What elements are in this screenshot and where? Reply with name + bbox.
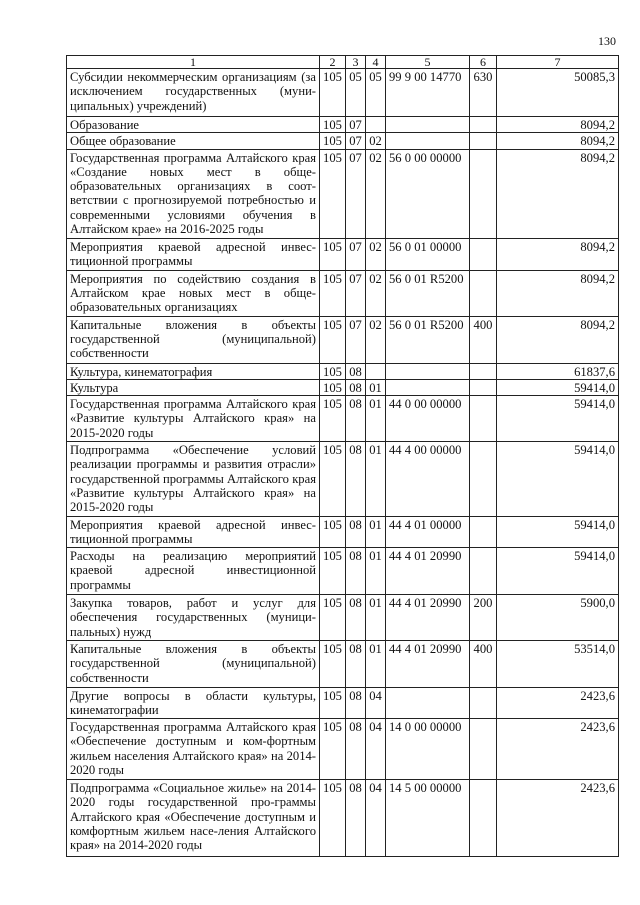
- budget-table: [66, 55, 619, 857]
- subsection-code-cell: 01: [366, 396, 386, 442]
- row-name-cell: Государственная программа Алтайского края «Развитие культуры Алтайского края» на 2015-2020 годы: [67, 396, 320, 442]
- subsection-code-cell: 05: [366, 69, 386, 117]
- table-row: [67, 595, 619, 641]
- row-name-cell: Мероприятия по содействию создания в Алтайском крае новых мест в обще-образовательных организациях: [67, 270, 320, 316]
- amount-cell: 8094,2: [497, 117, 619, 133]
- section-code-cell: 08: [346, 641, 366, 688]
- section-code-cell: 05: [346, 69, 366, 117]
- ministry-code-cell: 105: [320, 595, 346, 641]
- target-article-cell: [386, 117, 470, 133]
- header-cell: 6: [470, 56, 497, 69]
- table-header-row: [67, 56, 619, 69]
- table-row: [67, 379, 619, 395]
- row-name-cell: Капитальные вложения в объекты государственной (муниципальной) собственности: [67, 316, 320, 363]
- table-row: [67, 316, 619, 363]
- expense-type-cell: [470, 133, 497, 149]
- subsection-code-cell: 01: [366, 548, 386, 595]
- target-article-cell: 44 0 00 00000: [386, 396, 470, 442]
- expense-type-cell: 400: [470, 641, 497, 688]
- expense-type-cell: [470, 517, 497, 548]
- page-number: 130: [598, 34, 616, 48]
- target-article-cell: [386, 363, 470, 379]
- expense-type-cell: [470, 719, 497, 780]
- target-article-cell: 56 0 01 R5200: [386, 316, 470, 363]
- section-code-cell: 07: [346, 270, 366, 316]
- target-article-cell: 14 5 00 00000: [386, 780, 470, 857]
- header-cell: 5: [386, 56, 470, 69]
- subsection-code-cell: 02: [366, 238, 386, 270]
- section-code-cell: 08: [346, 548, 366, 595]
- expense-type-cell: [470, 363, 497, 379]
- expense-type-cell: [470, 548, 497, 595]
- row-name-cell: Капитальные вложения в объекты государственной (муниципальной) собственности: [67, 641, 320, 688]
- target-article-cell: 44 4 01 20990: [386, 595, 470, 641]
- amount-cell: 8094,2: [497, 149, 619, 238]
- header-cell: 7: [497, 56, 619, 69]
- amount-cell: 50085,3: [497, 69, 619, 117]
- subsection-code-cell: 02: [366, 149, 386, 238]
- subsection-code-cell: [366, 117, 386, 133]
- ministry-code-cell: 105: [320, 780, 346, 857]
- row-name-cell: Культура, кинематография: [67, 363, 320, 379]
- subsection-code-cell: 01: [366, 641, 386, 688]
- amount-cell: 59414,0: [497, 517, 619, 548]
- table-row: [67, 270, 619, 316]
- row-name-cell: Субсидии некоммерческим организациям (за исключением государственных (муни-ципальных) учреждений): [67, 69, 320, 117]
- row-name-cell: Расходы на реализацию мероприятий краевой адресной инвестиционной программы: [67, 548, 320, 595]
- ministry-code-cell: 105: [320, 117, 346, 133]
- subsection-code-cell: 01: [366, 517, 386, 548]
- amount-cell: 59414,0: [497, 442, 619, 517]
- ministry-code-cell: 105: [320, 363, 346, 379]
- amount-cell: 8094,2: [497, 316, 619, 363]
- expense-type-cell: [470, 238, 497, 270]
- target-article-cell: 56 0 01 00000: [386, 238, 470, 270]
- table-row: [67, 517, 619, 548]
- section-code-cell: 08: [346, 396, 366, 442]
- subsection-code-cell: 01: [366, 595, 386, 641]
- ministry-code-cell: 105: [320, 442, 346, 517]
- row-name-cell: Мероприятия краевой адресной инвес-тиционной программы: [67, 517, 320, 548]
- amount-cell: 59414,0: [497, 379, 619, 395]
- expense-type-cell: [470, 117, 497, 133]
- ministry-code-cell: 105: [320, 316, 346, 363]
- section-code-cell: 08: [346, 517, 366, 548]
- ministry-code-cell: 105: [320, 133, 346, 149]
- amount-cell: 53514,0: [497, 641, 619, 688]
- section-code-cell: 07: [346, 133, 366, 149]
- amount-cell: 2423,6: [497, 688, 619, 719]
- amount-cell: 8094,2: [497, 133, 619, 149]
- section-code-cell: 07: [346, 238, 366, 270]
- ministry-code-cell: 105: [320, 149, 346, 238]
- section-code-cell: 07: [346, 117, 366, 133]
- row-name-cell: Подпрограмма «Социальное жилье» на 2014-2020 годы государственной про-граммы Алтайского края «Обеспечение доступным и комфортным жильем насе-ления Алтайского края» на 2014-2020 годы: [67, 780, 320, 857]
- subsection-code-cell: 02: [366, 133, 386, 149]
- header-cell: 2: [320, 56, 346, 69]
- ministry-code-cell: 105: [320, 238, 346, 270]
- expense-type-cell: [470, 396, 497, 442]
- row-name-cell: Закупка товаров, работ и услуг для обеспечения государственных (муници-пальных) нужд: [67, 595, 320, 641]
- ministry-code-cell: 105: [320, 270, 346, 316]
- section-code-cell: 08: [346, 780, 366, 857]
- target-article-cell: 44 4 00 00000: [386, 442, 470, 517]
- ministry-code-cell: 105: [320, 688, 346, 719]
- header-cell: 3: [346, 56, 366, 69]
- section-code-cell: 07: [346, 149, 366, 238]
- table-row: [67, 363, 619, 379]
- expense-type-cell: [470, 442, 497, 517]
- subsection-code-cell: 01: [366, 442, 386, 517]
- target-article-cell: 44 4 01 20990: [386, 548, 470, 595]
- table-row: [67, 548, 619, 595]
- target-article-cell: 14 0 00 00000: [386, 719, 470, 780]
- ministry-code-cell: 105: [320, 379, 346, 395]
- table-row: [67, 133, 619, 149]
- row-name-cell: Мероприятия краевой адресной инвес-тиционной программы: [67, 238, 320, 270]
- table-row: [67, 238, 619, 270]
- target-article-cell: 99 9 00 14770: [386, 69, 470, 117]
- amount-cell: 8094,2: [497, 238, 619, 270]
- table-row: [67, 442, 619, 517]
- target-article-cell: 56 0 00 00000: [386, 149, 470, 238]
- subsection-code-cell: 04: [366, 780, 386, 857]
- table-row: [67, 69, 619, 117]
- ministry-code-cell: 105: [320, 396, 346, 442]
- row-name-cell: Государственная программа Алтайского края «Создание новых мест в обще-образовательных организациях в соот-ветствии с прогнозируемой потребностью и современными условиями обучения в Алтайском крае» на 2016-2025 годы: [67, 149, 320, 238]
- ministry-code-cell: 105: [320, 719, 346, 780]
- target-article-cell: 56 0 01 R5200: [386, 270, 470, 316]
- table-row: [67, 688, 619, 719]
- table-row: [67, 149, 619, 238]
- row-name-cell: Образование: [67, 117, 320, 133]
- target-article-cell: [386, 379, 470, 395]
- row-name-cell: Подпрограмма «Обеспечение условий реализации программы и развития отрасли» государственной программы Алтайского края «Развитие культуры Алтайского края» на 2015-2020 годы: [67, 442, 320, 517]
- row-name-cell: Государственная программа Алтайского края «Обеспечение доступным и ком-фортным жильем населения Алтайского края» на 2014-2020 годы: [67, 719, 320, 780]
- subsection-code-cell: 02: [366, 316, 386, 363]
- header-cell: 4: [366, 56, 386, 69]
- row-name-cell: Общее образование: [67, 133, 320, 149]
- table-row: [67, 719, 619, 780]
- amount-cell: 61837,6: [497, 363, 619, 379]
- ministry-code-cell: 105: [320, 548, 346, 595]
- subsection-code-cell: 02: [366, 270, 386, 316]
- section-code-cell: 08: [346, 719, 366, 780]
- ministry-code-cell: 105: [320, 517, 346, 548]
- ministry-code-cell: 105: [320, 641, 346, 688]
- amount-cell: 59414,0: [497, 396, 619, 442]
- expense-type-cell: [470, 379, 497, 395]
- amount-cell: 59414,0: [497, 548, 619, 595]
- subsection-code-cell: 01: [366, 379, 386, 395]
- amount-cell: 2423,6: [497, 780, 619, 857]
- expense-type-cell: 400: [470, 316, 497, 363]
- section-code-cell: 08: [346, 595, 366, 641]
- subsection-code-cell: [366, 363, 386, 379]
- table-row: [67, 117, 619, 133]
- subsection-code-cell: 04: [366, 688, 386, 719]
- row-name-cell: Другие вопросы в области культуры, кинематографии: [67, 688, 320, 719]
- table-row: [67, 396, 619, 442]
- amount-cell: 8094,2: [497, 270, 619, 316]
- target-article-cell: 44 4 01 20990: [386, 641, 470, 688]
- row-name-cell: Культура: [67, 379, 320, 395]
- expense-type-cell: [470, 688, 497, 719]
- expense-type-cell: [470, 780, 497, 857]
- expense-type-cell: [470, 149, 497, 238]
- amount-cell: 2423,6: [497, 719, 619, 780]
- expense-type-cell: [470, 270, 497, 316]
- target-article-cell: [386, 133, 470, 149]
- expense-type-cell: 200: [470, 595, 497, 641]
- target-article-cell: [386, 688, 470, 719]
- table-row: [67, 641, 619, 688]
- amount-cell: 5900,0: [497, 595, 619, 641]
- subsection-code-cell: 04: [366, 719, 386, 780]
- expense-type-cell: 630: [470, 69, 497, 117]
- ministry-code-cell: 105: [320, 69, 346, 117]
- section-code-cell: 07: [346, 316, 366, 363]
- header-cell: 1: [67, 56, 320, 69]
- section-code-cell: 08: [346, 442, 366, 517]
- section-code-cell: 08: [346, 688, 366, 719]
- section-code-cell: 08: [346, 379, 366, 395]
- target-article-cell: 44 4 01 00000: [386, 517, 470, 548]
- table-row: [67, 780, 619, 857]
- section-code-cell: 08: [346, 363, 366, 379]
